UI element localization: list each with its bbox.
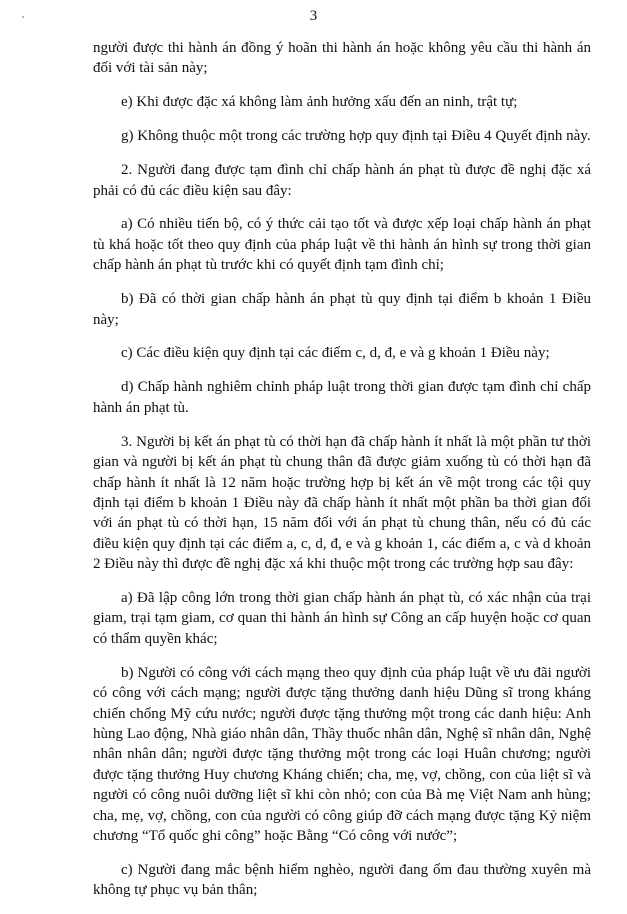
paragraph-1g: g) Không thuộc một trong các trường hợp quy định tại Điều 4 Quyết định này.	[121, 128, 591, 145]
paragraph-3a: a) Đã lập công lớn trong thời gian chấp hành án phạt tù, có xác nhận của trại giam, trại tạm giam, cơ quan thi hành án hình sự Công an cấp huyện hoặc cơ quan có thẩm quyền khác;	[93, 590, 591, 647]
paragraph-continuation: người được thi hành án đồng ý hoãn thi hành án hoặc không yêu cầu thi hành án đối với tài sản này;	[93, 40, 591, 77]
paragraph-3b: b) Người có công với cách mạng theo quy định của pháp luật về ưu đãi người có công với cách mạng; người được tặng thưởng danh hiệu Dũng sĩ trong kháng chiến chống Mỹ cứu nước; người được tặng thưởng một trong các danh hiệu: Anh hùng Lao động, Nhà giáo nhân dân, Thầy thuốc nhân dân, Nghệ sĩ nhân dân, Nghệ nhân nhân dân; người được tặng thưởng một trong các loại Huân chương; người được tặng thưởng Huy chương Kháng chiến; cha, mẹ, vợ, chồng, con của liệt sĩ và người có công nuôi dưỡng liệt sĩ khi còn nhỏ; con của Bà mẹ Việt Nam anh hùng; cha, mẹ, vợ, chồng, con của người có công giúp đỡ cách mạng được tặng Kỷ niệm chương “Tổ quốc ghi công” hoặc Bằng “Có công với nước”;	[93, 664, 591, 844]
paragraph-3c: c) Người đang mắc bệnh hiểm nghèo, người đang ốm đau thường xuyên mà không tự phục vụ bản thân;	[93, 861, 591, 899]
paragraph-2d: d) Chấp hành nghiêm chỉnh pháp luật trong thời gian được tạm đình chỉ chấp hành án phạt tù.	[93, 379, 591, 416]
document-body	[93, 38, 591, 914]
paragraph-clause-3: 3. Người bị kết án phạt tù có thời hạn đã chấp hành ít nhất là một phần tư thời gian và người bị kết án phạt tù chung thân đã được giảm xuống tù có thời hạn đã chấp hành ít nhất là 12 năm hoặc trường hợp bị kết án về một trong các tội quy định tại điểm b khoản 1 Điều này đã chấp hành ít nhất một phần ba thời gian đối với án phạt tù có thời hạn, 15 năm đối với án phạt tù chung thân, nếu có đủ các điều kiện quy định tại các điểm a, c, d, đ, e và g khoản 1, các điểm a, c và d khoản 2 Điều này thì được đề nghị đặc xá khi thuộc một trong các trường hợp sau đây:	[93, 433, 591, 573]
corner-mark: '	[22, 14, 24, 26]
paragraph-clause-2: 2. Người đang được tạm đình chỉ chấp hành án phạt tù được đề nghị đặc xá phải có đủ các điều kiện sau đây:	[93, 162, 591, 199]
page-number: 3	[309, 8, 318, 24]
paragraph-2c: c) Các điều kiện quy định tại các điểm c, d, đ, e và g khoản 1 Điều này;	[121, 345, 550, 362]
paragraph-2b: b) Đã có thời gian chấp hành án phạt tù quy định tại điểm b khoản 1 Điều này;	[93, 291, 591, 328]
paragraph-2a: a) Có nhiều tiến bộ, có ý thức cải tạo tốt và được xếp loại chấp hành án phạt tù khá hoặc tốt theo quy định của pháp luật về thi hành án hình sự trong thời gian chấp hành án phạt tù trước khi có quyết định tạm đình chỉ;	[93, 216, 591, 274]
paragraph-1e: e) Khi được đặc xá không làm ảnh hưởng xấu đến an ninh, trật tự;	[121, 94, 518, 111]
